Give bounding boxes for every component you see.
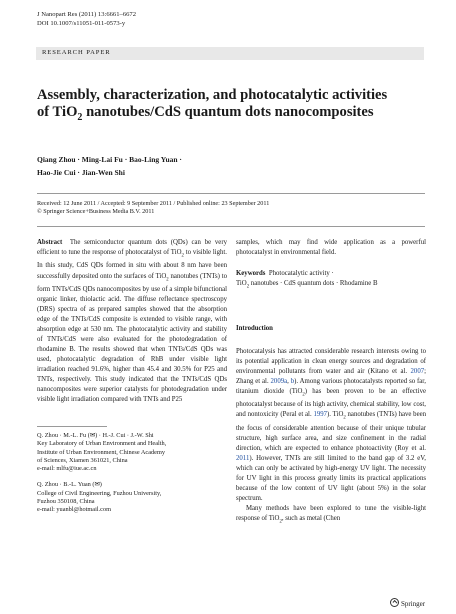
abstract [37,238,227,405]
intro-text: ). However, TNTs are still limited to the band gap of 3.2 eV, which can only be activated by high-energy UV light. The necessity for UV light in this process greatly limits its practical applications because of the low content of UV light (about 5%) in the solar spectrum. [236,454,426,502]
right-column [236,238,426,527]
footnote-rule [37,426,107,427]
intro-text: Photocatalysis has attracted considerable research interests owing to its potential application in clean energy sources and degradation of environmental pollutants from water and air (Kitano et al. [236,347,426,375]
citation-link[interactable]: 2011 [236,454,250,462]
subscript: 2 [279,519,282,525]
affiliation-line: of Sciences, Xiamen 361021, China [37,456,128,464]
citation-link[interactable]: 2009a [270,377,288,385]
affiliations [37,432,227,515]
spacer [37,473,227,481]
copyright: © Springer Science+Business Media B.V. 2011 [37,208,155,216]
publisher-logo [390,598,425,608]
title-line-2 [37,104,437,126]
affiliation-line: Key Laboratory of Urban Environment and Health, [37,440,167,448]
affiliation-authors: Q. Zhou · M.-L. Fu (✉) · H.-J. Cui · J.-W. Shi [37,432,154,439]
abstract-text: nanotubes (TNTs) to form TNTs/CdS QDs nanocomposites by use of a simple bifunctional organic linker, thiolactic acid. The diffuse reflectance spectroscopy (DRS) spectra of as prepared samples showed that the absorption edge of the TNTs/CdS composite is extended to visible range, with absorption edge at 530 nm. The photocatalytic activity and stability of TNTs/CdS were also evaluated for the photodegradation of rhodamine B. The results showed that when TNTs/CdS QDs was used, photocatalytic degradation of RhB under visible light irradiation reached 91.6%, higher than 45.4 and 30.5% for P25 and TNTs, respectively. This study indicated that the TNTs/CdS QDs nanocomposites were superior catalysts for photodegradation under visible light irradiation compared with TNTs and P25 [37,272,227,404]
abstract-continued: samples, which may find wide application as a powerful photocatalyst in environmental field. [236,239,426,257]
citation-link[interactable]: b [290,377,295,385]
springer-horse-icon [390,598,399,607]
subscript: 2 [246,284,250,290]
title-line-1: Assembly, characterization, and photocatalytic activities [37,87,388,103]
authors-line-1: Qiang Zhou · Ming-Lai Fu · Bao-Ling Yuan · [37,155,182,164]
title-text: nanotubes/CdS quantum dots nanocomposites [82,104,374,120]
author-list [37,154,337,179]
affiliation-line: Fuzhou 350108, China [37,498,95,506]
keywords-text: TiO [236,280,247,288]
spacer [236,334,426,347]
intro-text: ). Among various photocatalysts reported so far, titanium dioxide (TiO [236,377,426,395]
intro-text: ; Zhang et al. [236,367,426,385]
article-title [37,87,437,126]
journal-header [37,10,136,28]
introduction-heading: Introduction [236,324,273,332]
title-subscript: 2 [77,111,83,123]
email-link[interactable]: e-mail: mlfu@iue.ac.cn [37,465,97,473]
affiliation-line: College of Civil Engineering, Fuzhou University, [37,489,162,497]
divider-top [37,193,425,194]
spacer [236,258,426,269]
received-dates: Received: 12 June 2011 / Accepted: 9 September 2011 / Published online: 23 September 2011 [37,200,270,207]
subscript: 2 [302,392,305,398]
email-link[interactable]: e-mail: yuanbl@hotmail.com [37,506,111,514]
subscript: 2 [343,415,346,421]
introduction-paragraph-2 [236,504,426,527]
journal-citation: J Nanopart Res (2011) 13:6661–6672 [37,11,137,18]
intro-text: , such as metal (Chen [281,515,341,523]
publisher-name: Springer [401,600,426,608]
intro-text: nanotubes (TNTs) have been the focus of considerable attention because of their unique tubular structure, high surface area, and size confinement in the radial direction, which are expected to enhance photoactivity (Roy et al. [236,411,427,452]
intro-text: Many methods have been explored to tune the visible-light response of TiO [236,505,426,523]
divider-mid [37,226,425,227]
title-text: of TiO [37,104,78,120]
citation-link[interactable]: 1997 [313,411,328,419]
keywords [236,269,426,292]
affiliation-authors: Q. Zhou · B.-L. Yuan (✉) [37,481,102,489]
introduction-paragraph-1 [236,347,426,504]
section-label: RESEARCH PAPER [42,49,111,56]
subscript: 2 [181,253,184,259]
abstract-heading: Abstract [37,239,63,246]
keywords-heading: Keywords [236,270,266,278]
journal-doi: DOI 10.1007/s11051-011-0573-y [37,20,126,27]
spacer [236,293,426,324]
authors-line-2: Hao-Jie Cui · Jian-Wen Shi [37,167,125,177]
intro-text: ). TiO [327,411,344,419]
keywords-text: nanotubes · CdS quantum dots · Rhodamine B [249,280,378,288]
citation-link[interactable]: 2007 [410,367,425,375]
abstract-text: The semiconductor quantum dots (QDs) can be very efficient to tune the response of photocatalyst of TiO [37,239,227,257]
subscript: 2 [166,276,169,282]
keywords-text: Photocatalytic activity · [268,270,334,278]
intro-text: , [287,377,291,385]
abstract-text: to visible light. In this study, CdS QDs formed in situ with about 8 nm have been successfully deposited onto the surfaces of TiO [37,249,227,280]
affiliation-line: Institute of Urban Environment, Chinese Academy [37,448,166,456]
intro-text: ) has been proven to be an effective photocatalyst because of its high activity, chemical stability, low cost, and nontoxicity (Peral et al. [236,387,426,419]
article-dates [37,200,437,217]
